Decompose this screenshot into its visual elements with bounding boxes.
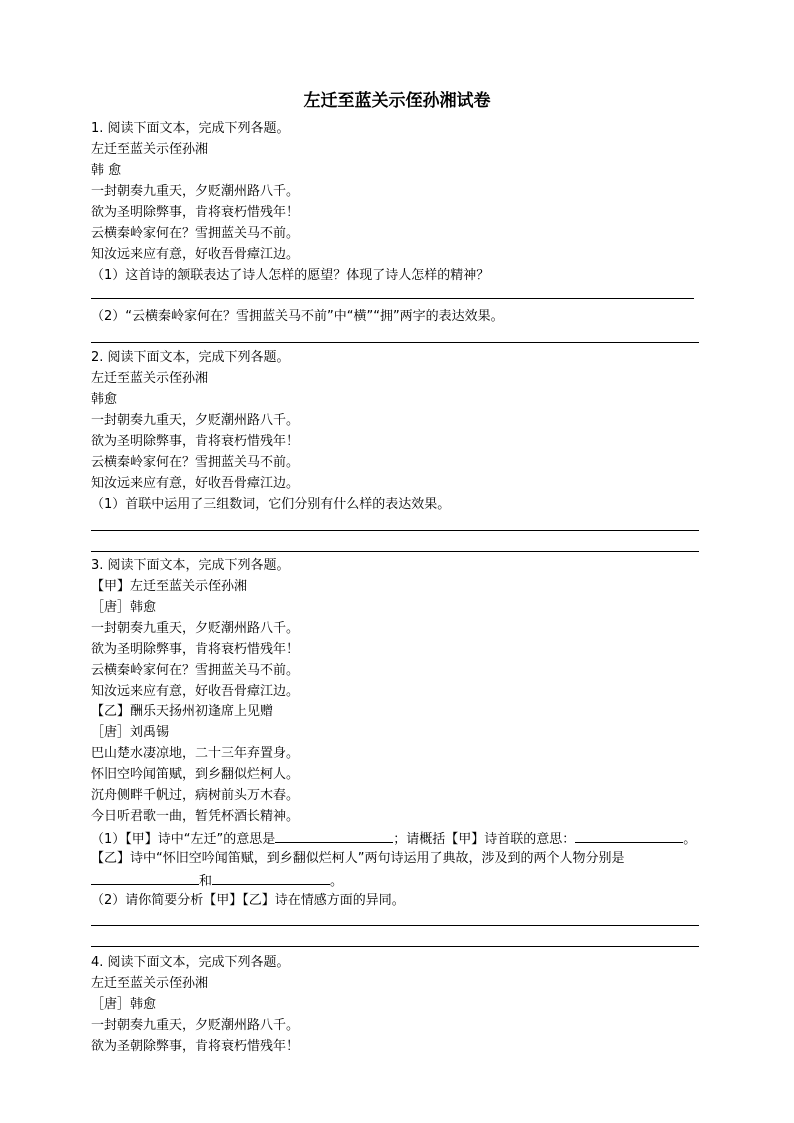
answer-line[interactable]: [91, 298, 694, 299]
q3-poem-b-title: 【乙】酬乐天扬州初逢席上见赠: [91, 704, 274, 719]
q3-sub1-line2: 【乙】诗中“怀旧空吟闻笛赋，到乡翻似烂柯人”两句诗运用了典故，涉及到的两个人物分别是: [91, 851, 625, 866]
answer-line[interactable]: [91, 925, 699, 926]
answer-line[interactable]: [91, 342, 699, 343]
answer-line[interactable]: [91, 530, 699, 531]
q3-poem-b-line: 怀旧空吟闻笛赋，到乡翻似烂柯人。: [91, 767, 300, 782]
q3-poem-a-author: ［唐］韩愈: [91, 600, 157, 615]
fill-blank[interactable]: [91, 872, 199, 885]
q3-poem-a-line: 知汝远来应有意，好收吾骨瘴江边。: [91, 684, 300, 699]
page-title: 左迁至蓝关示侄孙湘试卷: [303, 91, 491, 111]
q1-author: 韩 愈: [91, 163, 122, 178]
answer-line[interactable]: [91, 551, 699, 552]
q3-sub1-line3: [91, 872, 343, 890]
fill-blank[interactable]: [575, 830, 683, 843]
q1-sub1: （1）这首诗的颔联表达了诗人怎样的愿望？体现了诗人怎样的精神？: [91, 268, 490, 283]
q4-poem-line: 欲为圣朝除弊事，肯将衰朽惜残年！: [91, 1039, 300, 1054]
q3-sub1-part: 。: [330, 874, 344, 889]
q3-sub2: （2）请你简要分析【甲】【乙】诗在情感方面的异同。: [91, 893, 405, 908]
q3-poem-b-line: 巴山楚水凄凉地，二十三年弃置身。: [91, 746, 300, 761]
fill-blank[interactable]: [212, 872, 330, 885]
q4-header: 4. 阅读下面文本，完成下列各题。: [91, 955, 290, 970]
q2-poem-line: 知汝远来应有意，好收吾骨瘴江边。: [91, 476, 300, 491]
q1-poem-line: 一封朝奏九重天，夕贬潮州路八千。: [91, 184, 300, 199]
answer-line[interactable]: [91, 946, 699, 947]
q2-poem-title: 左迁至蓝关示侄孙湘: [91, 371, 209, 386]
q4-author: ［唐］韩愈: [91, 997, 157, 1012]
q2-header: 2. 阅读下面文本，完成下列各题。: [91, 350, 290, 365]
q3-sub1-part: （1）【甲】诗中“左迁”的意思是: [91, 832, 276, 847]
q1-header: 1. 阅读下面文本，完成下列各题。: [91, 121, 290, 136]
q3-sub1-part: 。: [683, 832, 697, 847]
q1-sub2: （2）“云横秦岭家何在？雪拥蓝关马不前”中“横”“拥”两字的表达效果。: [91, 309, 504, 324]
q1-poem-title: 左迁至蓝关示侄孙湘: [91, 142, 209, 157]
fill-blank[interactable]: [275, 830, 393, 843]
q2-author: 韩愈: [91, 392, 118, 407]
q3-poem-b-author: ［唐］刘禹锡: [91, 725, 170, 740]
q2-sub1: （1）首联中运用了三组数词，它们分别有什么样的表达效果。: [91, 497, 451, 512]
q1-poem-line: 云横秦岭家何在？雪拥蓝关马不前。: [91, 226, 300, 241]
q3-sub1-line1: [91, 830, 696, 848]
q3-poem-a-line: 云横秦岭家何在？雪拥蓝关马不前。: [91, 663, 300, 678]
q3-poem-b-line: 今日听君歌一曲，暂凭杯酒长精神。: [91, 809, 300, 824]
q3-poem-a-title: 【甲】左迁至蓝关示侄孙湘: [91, 579, 248, 594]
q1-poem-line: 欲为圣明除弊事，肯将衰朽惜残年！: [91, 205, 300, 220]
q3-sub1-part: ；请概括【甲】诗首联的意思：: [393, 832, 576, 847]
q2-poem-line: 云横秦岭家何在？雪拥蓝关马不前。: [91, 455, 300, 470]
q4-poem-line: 一封朝奏九重天，夕贬潮州路八千。: [91, 1018, 300, 1033]
q3-poem-a-line: 欲为圣明除弊事，肯将衰朽惜残年！: [91, 642, 300, 657]
q3-sub1-part: 和: [199, 874, 213, 889]
q2-poem-line: 欲为圣明除弊事，肯将衰朽惜残年！: [91, 434, 300, 449]
q4-poem-title: 左迁至蓝关示侄孙湘: [91, 976, 209, 991]
q3-header: 3. 阅读下面文本，完成下列各题。: [91, 558, 290, 573]
q1-poem-line: 知汝远来应有意，好收吾骨瘴江边。: [91, 247, 300, 262]
q3-poem-b-line: 沉舟侧畔千帆过，病树前头万木春。: [91, 788, 300, 803]
q2-poem-line: 一封朝奏九重天，夕贬潮州路八千。: [91, 413, 300, 428]
q3-poem-a-line: 一封朝奏九重天，夕贬潮州路八千。: [91, 621, 300, 636]
